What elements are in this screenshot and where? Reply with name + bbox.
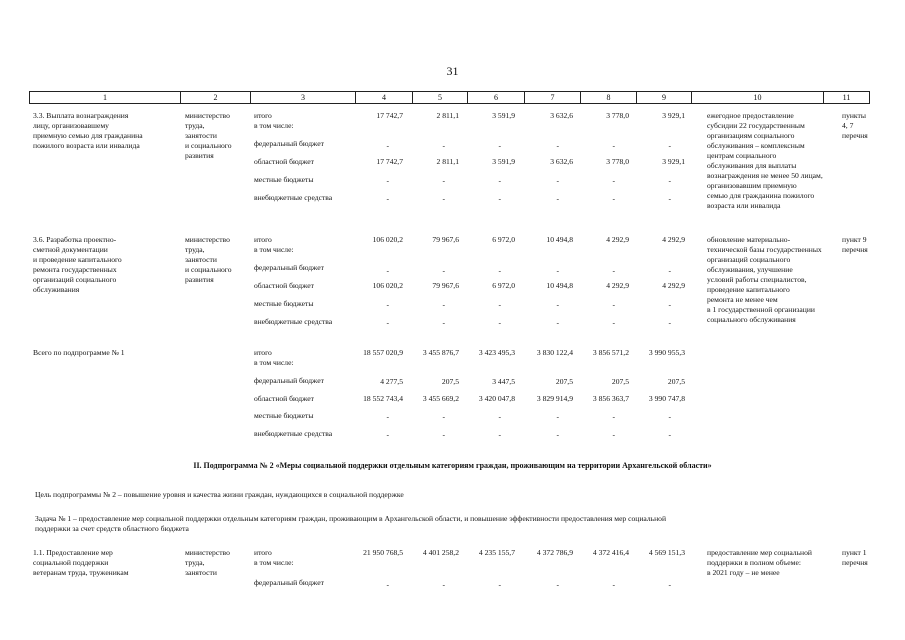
row-reference: пункт 9 перечня xyxy=(842,235,868,254)
budget-value-cell: 2 811,1 xyxy=(436,111,459,120)
budget-value-cell: 79 967,6 xyxy=(432,281,459,290)
source-label: федеральный бюджет xyxy=(254,263,324,272)
budget-value-cell: 3 829 914,9 xyxy=(536,394,573,403)
header-col-2: 2 xyxy=(181,92,251,103)
budget-value-cell: - xyxy=(442,266,445,275)
budget-value-cell: - xyxy=(442,580,445,589)
header-col-10: 10 xyxy=(692,92,824,103)
budget-value-cell: - xyxy=(668,412,671,421)
budget-value-cell: - xyxy=(442,300,445,309)
budget-value-cell: 3 632,6 xyxy=(550,111,573,120)
budget-value-cell: - xyxy=(498,266,501,275)
budget-value-cell: - xyxy=(668,266,671,275)
budget-value-cell: 3 423 495,3 xyxy=(478,348,515,357)
subprogram-heading: II. Подпрограмма № 2 «Меры социальной поддержки отдельным категориям граждан, проживающим на территории Архангельской области» xyxy=(193,461,712,470)
budget-value-cell: - xyxy=(386,194,389,203)
budget-value-cell: 3 929,1 xyxy=(662,111,685,120)
budget-value-cell: - xyxy=(442,430,445,439)
row-executor: министерство труда, занятости и социального развития xyxy=(185,235,232,284)
source-label: областной бюджет xyxy=(254,281,314,290)
source-label: итого в том числе: xyxy=(254,111,294,130)
budget-value-cell: 4 292,9 xyxy=(606,235,629,244)
budget-value-cell: - xyxy=(386,412,389,421)
budget-value-cell: 106 020,2 xyxy=(372,235,403,244)
budget-value-cell: - xyxy=(612,176,615,185)
budget-value-cell: 207,5 xyxy=(555,377,573,386)
budget-value-cell: 4 372 416,4 xyxy=(592,548,629,557)
budget-value-cell: - xyxy=(556,430,559,439)
budget-value-cell: - xyxy=(668,430,671,439)
budget-value-cell: 106 020,2 xyxy=(372,281,403,290)
budget-value-cell: - xyxy=(498,430,501,439)
budget-value-cell: 3 929,1 xyxy=(662,157,685,166)
header-col-3: 3 xyxy=(251,92,356,103)
budget-value-cell: - xyxy=(612,412,615,421)
budget-value-cell: 3 856 363,7 xyxy=(592,394,629,403)
budget-value-cell: 18 557 020,9 xyxy=(363,348,403,357)
budget-value-cell: - xyxy=(386,318,389,327)
budget-value-cell: - xyxy=(442,141,445,150)
budget-value-cell: - xyxy=(612,430,615,439)
row-result: предоставление мер социальной поддержки в полном объеме: в 2021 году – не менее xyxy=(707,548,812,577)
budget-value-cell: - xyxy=(498,318,501,327)
source-label: местные бюджеты xyxy=(254,299,314,308)
source-label: местные бюджеты xyxy=(254,411,314,420)
budget-value-cell: 10 494,8 xyxy=(546,235,573,244)
budget-value-cell: 4 235 155,7 xyxy=(478,548,515,557)
row-activity: 3.3. Выплата вознаграждения лицу, организовавшему приемную семью для гражданина пожилого возраста или инвалида xyxy=(33,111,143,150)
budget-value-cell: 4 401 258,2 xyxy=(422,548,459,557)
budget-value-cell: - xyxy=(498,194,501,203)
budget-value-cell: - xyxy=(556,266,559,275)
source-label: внебюджетные средства xyxy=(254,317,333,326)
budget-value-cell: 207,5 xyxy=(441,377,459,386)
budget-value-cell: - xyxy=(668,194,671,203)
budget-value-cell: - xyxy=(386,266,389,275)
budget-value-cell: 207,5 xyxy=(611,377,629,386)
budget-value-cell: 3 778,0 xyxy=(606,157,629,166)
budget-value-cell: 6 972,0 xyxy=(492,281,515,290)
budget-value-cell: - xyxy=(612,194,615,203)
budget-value-cell: 4 277,5 xyxy=(380,377,403,386)
source-label: федеральный бюджет xyxy=(254,376,324,385)
row-reference: пункты 4, 7 перечня xyxy=(842,111,868,140)
budget-value-cell: 18 552 743,4 xyxy=(363,394,403,403)
budget-value-cell: - xyxy=(612,580,615,589)
budget-value-cell: 3 447,5 xyxy=(492,377,515,386)
budget-value-cell: - xyxy=(612,300,615,309)
header-col-1: 1 xyxy=(30,92,181,103)
budget-value-cell: - xyxy=(556,176,559,185)
budget-value-cell: 6 972,0 xyxy=(492,235,515,244)
row-activity: 3.6. Разработка проектно- сметной документации и проведение капитального ремонта государственных организаций социального обслуживания xyxy=(33,235,122,294)
budget-value-cell: - xyxy=(556,580,559,589)
budget-value-cell: 3 591,9 xyxy=(492,111,515,120)
budget-value-cell: 3 856 571,2 xyxy=(592,348,629,357)
budget-value-cell: 3 455 669,2 xyxy=(422,394,459,403)
budget-value-cell: - xyxy=(498,580,501,589)
header-col-5: 5 xyxy=(413,92,468,103)
header-col-4: 4 xyxy=(356,92,413,103)
budget-value-cell: 3 990 747,8 xyxy=(648,394,685,403)
budget-value-cell: 3 420 047,8 xyxy=(478,394,515,403)
budget-value-cell: 3 990 955,3 xyxy=(648,348,685,357)
budget-value-cell: 79 967,6 xyxy=(432,235,459,244)
table-header xyxy=(29,91,870,104)
row-executor: министерство труда, занятости и социального развития xyxy=(185,111,232,160)
row-executor: министерство труда, занятости xyxy=(185,548,230,577)
source-label: внебюджетные средства xyxy=(254,193,333,202)
budget-value-cell: - xyxy=(386,176,389,185)
page-number: 31 xyxy=(446,64,459,78)
budget-value-cell: 4 569 151,3 xyxy=(648,548,685,557)
budget-value-cell: - xyxy=(498,300,501,309)
row-activity: Всего по подпрограмме № 1 xyxy=(33,348,125,357)
budget-value-cell: 3 455 876,7 xyxy=(422,348,459,357)
header-col-6: 6 xyxy=(468,92,525,103)
budget-value-cell: - xyxy=(556,300,559,309)
budget-value-cell: - xyxy=(556,194,559,203)
source-label: итого в том числе: xyxy=(254,235,294,254)
budget-value-cell: 21 950 768,5 xyxy=(363,548,403,557)
budget-value-cell: - xyxy=(386,141,389,150)
budget-value-cell: - xyxy=(556,318,559,327)
budget-value-cell: 4 292,9 xyxy=(606,281,629,290)
budget-value-cell: 10 494,8 xyxy=(546,281,573,290)
budget-value-cell: - xyxy=(612,318,615,327)
budget-value-cell: - xyxy=(498,412,501,421)
budget-value-cell: 4 292,9 xyxy=(662,235,685,244)
row-result: ежегодное предоставление субсидии 22 государственным организациям социального обслуживания – комплексным центрам социального обслуживания для выплаты вознаграждения не менее 50 лицам, организовавшим приемную семью для гражданина пожилого возраста или инвалида xyxy=(707,111,823,210)
source-label: местные бюджеты xyxy=(254,175,314,184)
source-label: итого в том числе: xyxy=(254,548,294,567)
budget-value-cell: 2 811,1 xyxy=(436,157,459,166)
budget-value-cell: - xyxy=(386,430,389,439)
budget-value-cell: 3 591,9 xyxy=(492,157,515,166)
budget-value-cell: - xyxy=(556,141,559,150)
budget-value-cell: - xyxy=(668,580,671,589)
source-label: федеральный бюджет xyxy=(254,139,324,148)
budget-value-cell: - xyxy=(442,194,445,203)
source-label: федеральный бюджет xyxy=(254,578,324,587)
budget-value-cell: - xyxy=(442,318,445,327)
source-label: итого в том числе: xyxy=(254,348,294,367)
budget-value-cell: - xyxy=(498,176,501,185)
budget-value-cell: 3 778,0 xyxy=(606,111,629,120)
budget-value-cell: - xyxy=(668,318,671,327)
row-activity: 1.1. Предоставление мер социальной поддержки ветеранам труда, труженикам xyxy=(33,548,129,577)
budget-value-cell: 3 830 122,4 xyxy=(536,348,573,357)
goal-text: Цель подпрограммы № 2 – повышение уровня и качества жизни граждан, нуждающихся в социальной поддержке xyxy=(35,490,404,499)
budget-value-cell: - xyxy=(612,141,615,150)
budget-value-cell: - xyxy=(612,266,615,275)
budget-value-cell: - xyxy=(498,141,501,150)
source-label: внебюджетные средства xyxy=(254,429,333,438)
budget-value-cell: - xyxy=(442,176,445,185)
header-col-11: 11 xyxy=(842,93,851,102)
budget-value-cell: 207,5 xyxy=(667,377,685,386)
budget-value-cell: - xyxy=(442,412,445,421)
task-text: Задача № 1 – предоставление мер социальной поддержки отдельным категориям граждан, проживающим в Архангельской области, и повышение эффективности предоставления мер социальной поддержки за счет средств областного бюджета xyxy=(35,514,667,533)
row-result: обновление материально- технической базы государственных организаций социального обслуживания, улучшение условий работы специалистов, проведение капитального ремонта не менее чем в 1 государственной организации социального обслуживания xyxy=(707,235,822,324)
budget-value-cell: 4 372 786,9 xyxy=(536,548,573,557)
source-label: областной бюджет xyxy=(254,157,314,166)
budget-value-cell: - xyxy=(556,412,559,421)
budget-value-cell: - xyxy=(668,141,671,150)
budget-value-cell: - xyxy=(668,176,671,185)
budget-value-cell: - xyxy=(386,300,389,309)
budget-value-cell: 3 632,6 xyxy=(550,157,573,166)
budget-value-cell: 4 292,9 xyxy=(662,281,685,290)
source-label: областной бюджет xyxy=(254,394,314,403)
header-col-9: 9 xyxy=(637,92,692,103)
budget-value-cell: 17 742,7 xyxy=(376,111,403,120)
header-col-8: 8 xyxy=(581,92,637,103)
budget-value-cell: - xyxy=(386,580,389,589)
row-reference: пункт 1 перечня xyxy=(842,548,868,567)
header-col-7: 7 xyxy=(525,92,581,103)
budget-value-cell: 17 742,7 xyxy=(376,157,403,166)
budget-value-cell: - xyxy=(668,300,671,309)
